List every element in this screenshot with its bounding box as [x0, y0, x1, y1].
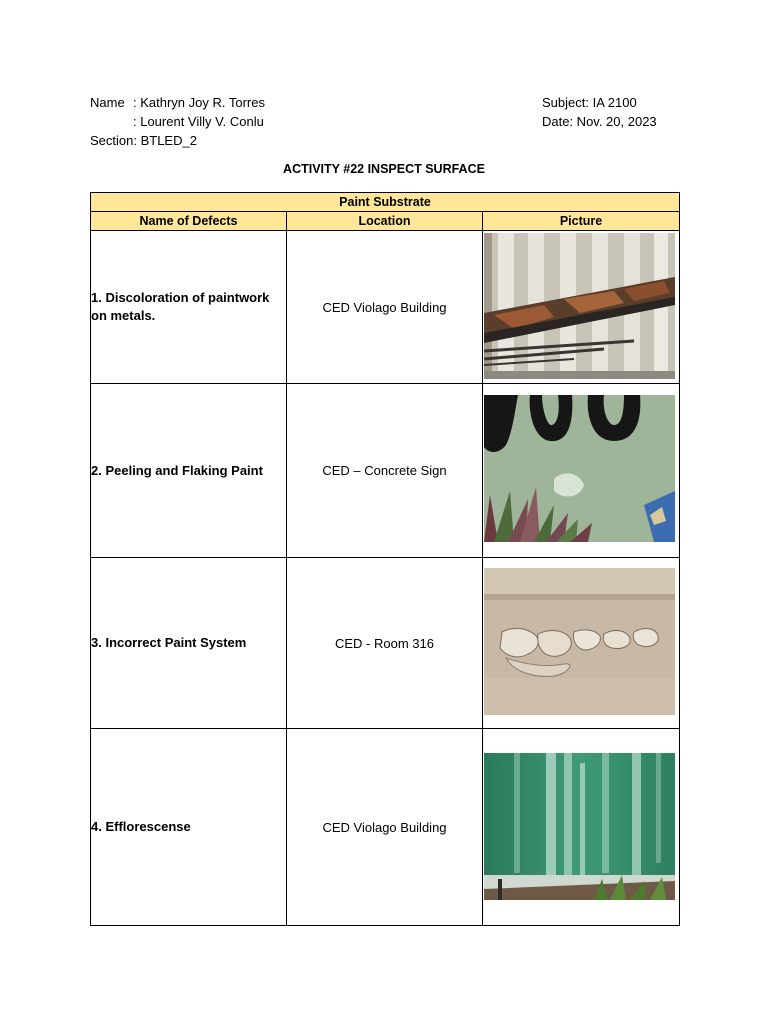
defects-table	[90, 192, 680, 926]
peeling-paint-photo	[484, 395, 675, 542]
defect-location: CED – Concrete Sign	[287, 384, 483, 558]
rusted-rail-photo	[484, 233, 675, 379]
defect-location: CED - Room 316	[287, 558, 483, 729]
name-label: Name	[90, 95, 125, 110]
table-row	[91, 558, 680, 729]
course-info	[542, 93, 657, 131]
student-name-2: : Lourent Villy V. Conlu	[133, 114, 264, 129]
defect-location: CED Violago Building	[287, 729, 483, 926]
defect-location: CED Violago Building	[287, 231, 483, 384]
column-header-picture: Picture	[483, 212, 680, 231]
defect-name: 2. Peeling and Flaking Paint	[91, 384, 287, 558]
student-name-1: : Kathryn Joy R. Torres	[133, 95, 265, 110]
subject-line: Subject: IA 2100	[542, 95, 637, 110]
column-header-defects: Name of Defects	[91, 212, 287, 231]
activity-title: ACTIVITY #22 INSPECT SURFACE	[283, 162, 485, 176]
student-info	[90, 93, 265, 150]
defect-name: 3. Incorrect Paint System	[91, 558, 287, 729]
table-band-title: Paint Substrate	[91, 193, 680, 212]
table-row	[91, 231, 680, 384]
concrete-wall-photo	[484, 568, 675, 715]
column-header-location: Location	[287, 212, 483, 231]
date-line: Date: Nov. 20, 2023	[542, 114, 657, 129]
table-row	[91, 729, 680, 926]
table-row	[91, 384, 680, 558]
defect-name: 4. Efflorescense	[91, 729, 287, 926]
section-line: Section: BTLED_2	[90, 133, 197, 148]
green-wall-photo	[484, 753, 675, 900]
defect-name: 1. Discoloration of paintwork on metals.	[91, 231, 287, 384]
